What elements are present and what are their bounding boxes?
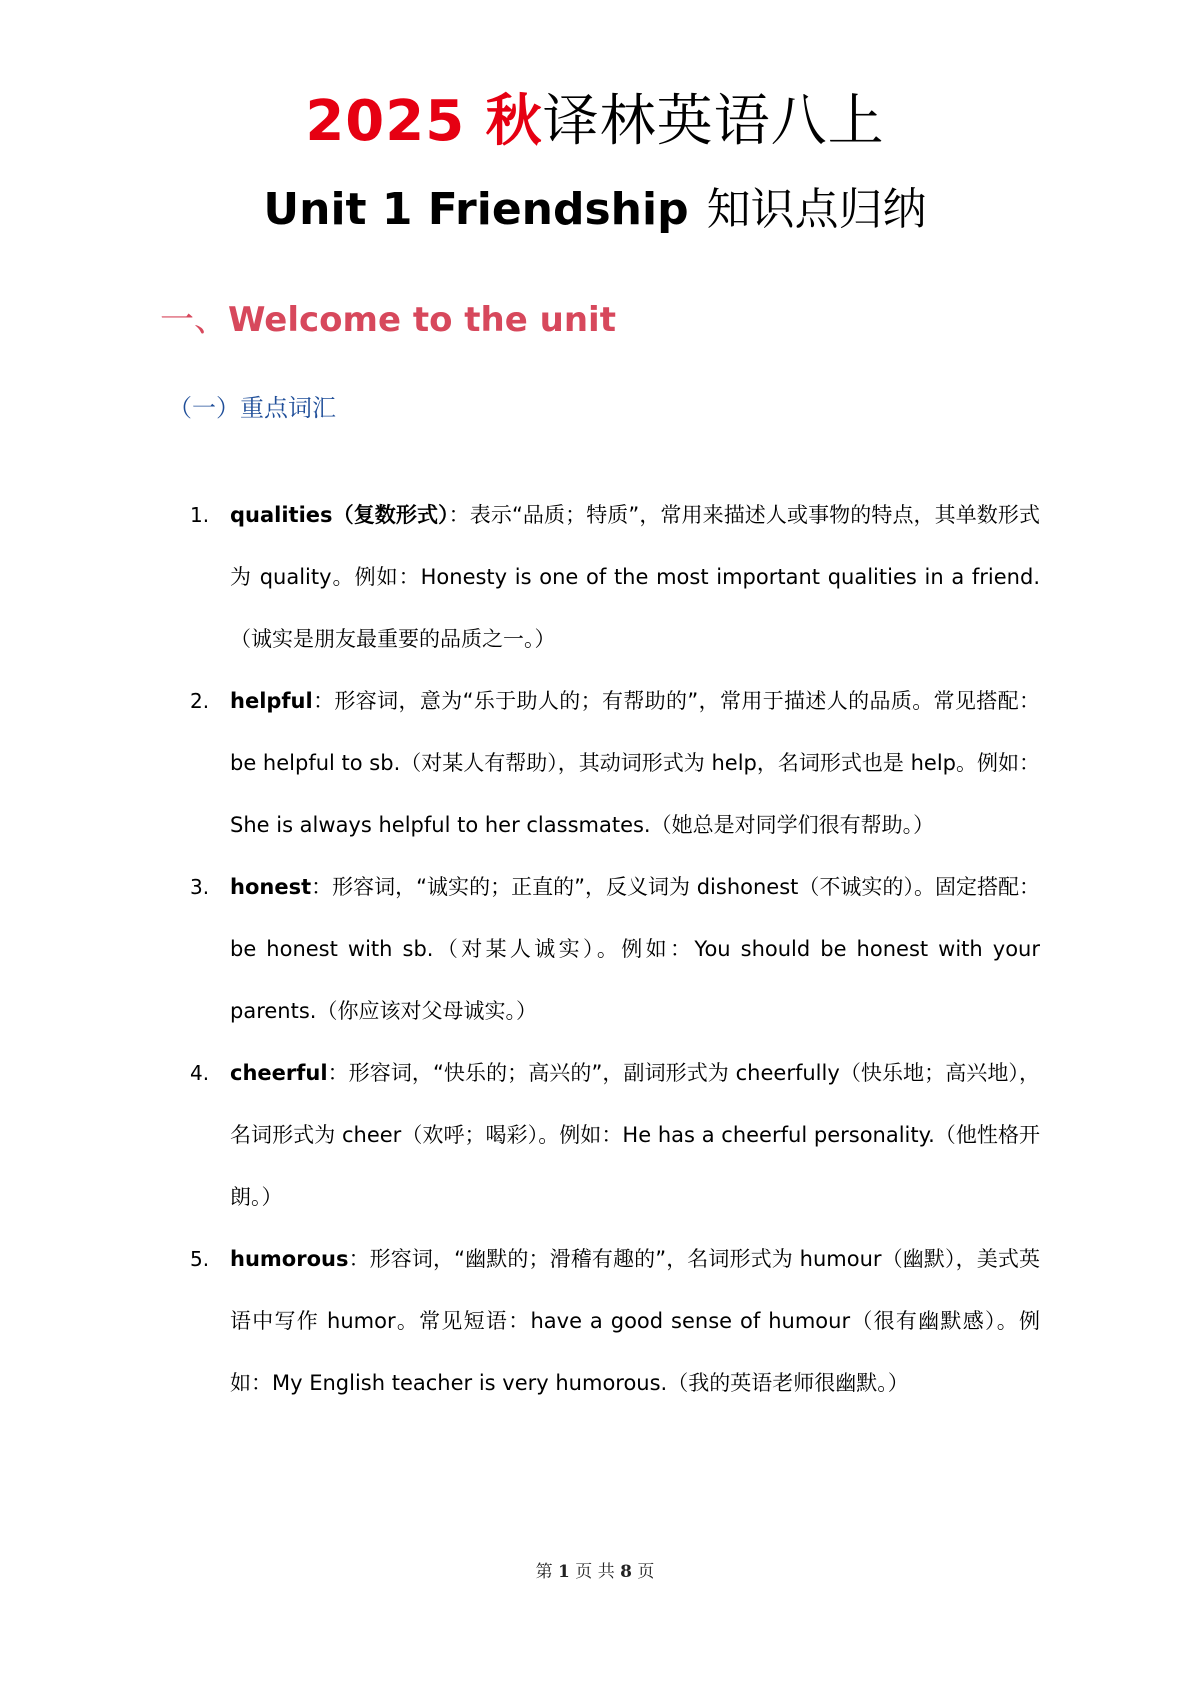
subtitle-unit: Unit 1 Friendship <box>263 184 689 235</box>
item-text: ：形容词，意为“乐于助人的；有帮助的”，常用于描述人的品质。常见搭配：be helpful to sb.（对某人有帮助），其动词形式为 help，名词形式也是 help。例如：She is always helpful to her classmates.（她总是对同学们很有帮助。） <box>230 689 1040 837</box>
item-term: honest <box>230 875 312 899</box>
item-term: humorous <box>230 1247 349 1271</box>
item-number: 4. <box>190 1061 210 1085</box>
title-year-season: 2025 秋 <box>305 89 543 154</box>
item-text: ：表示“品质；特质”，常用来描述人或事物的特点，其单数形式为 quality。例如：Honesty is one of the most important qualities in a friend.（诚实是朋友最重要的品质之一。） <box>230 503 1040 651</box>
page-total: 8 <box>620 1562 632 1582</box>
item-text: ：形容词，“幽默的；滑稽有趣的”，名词形式为 humour（幽默），美式英语中写作 humor。常见短语：have a good sense of humour（很有幽默感）。例如：My English teacher is very humorous.（我的英语老师很幽默。） <box>230 1247 1040 1395</box>
list-item <box>190 484 1040 670</box>
item-number: 3. <box>190 875 210 899</box>
item-number: 5. <box>190 1247 210 1271</box>
footer-post: 页 <box>637 1562 655 1582</box>
item-term: cheerful <box>230 1061 328 1085</box>
subsection-heading: （一）重点词汇 <box>168 394 336 422</box>
list-item <box>190 1228 1040 1414</box>
page-number: 1 <box>558 1562 570 1582</box>
list-item <box>190 670 1040 856</box>
item-text: ：形容词，“诚实的；正直的”，反义词为 dishonest（不诚实的）。固定搭配：be honest with sb.（对某人诚实）。例如：You should be honest with your parents.（你应该对父母诚实。） <box>230 875 1040 1023</box>
list-item <box>190 1042 1040 1228</box>
subtitle-topic: 知识点归纳 <box>706 184 927 235</box>
title-course: 译林英语八上 <box>542 89 885 154</box>
item-text: ：形容词，“快乐的；高兴的”，副词形式为 cheerfully（快乐地；高兴地），名词形式为 cheer（欢呼；喝彩）。例如：He has a cheerful personality.（他性格开朗。） <box>230 1061 1040 1209</box>
footer-mid: 页 共 <box>575 1562 615 1582</box>
document-subtitle <box>0 180 1190 240</box>
vocabulary-list <box>190 484 1040 1414</box>
item-number: 1. <box>190 503 210 527</box>
list-item <box>190 856 1040 1042</box>
item-term: qualities（复数形式） <box>230 503 449 527</box>
section-title: Welcome to the unit <box>228 300 616 340</box>
document-title <box>0 86 1190 158</box>
item-number: 2. <box>190 689 210 713</box>
footer-pre: 第 <box>535 1562 553 1582</box>
section-heading <box>160 296 616 344</box>
page-footer <box>0 1560 1190 1584</box>
section-number: 一、 <box>160 300 228 340</box>
item-term: helpful <box>230 689 313 713</box>
